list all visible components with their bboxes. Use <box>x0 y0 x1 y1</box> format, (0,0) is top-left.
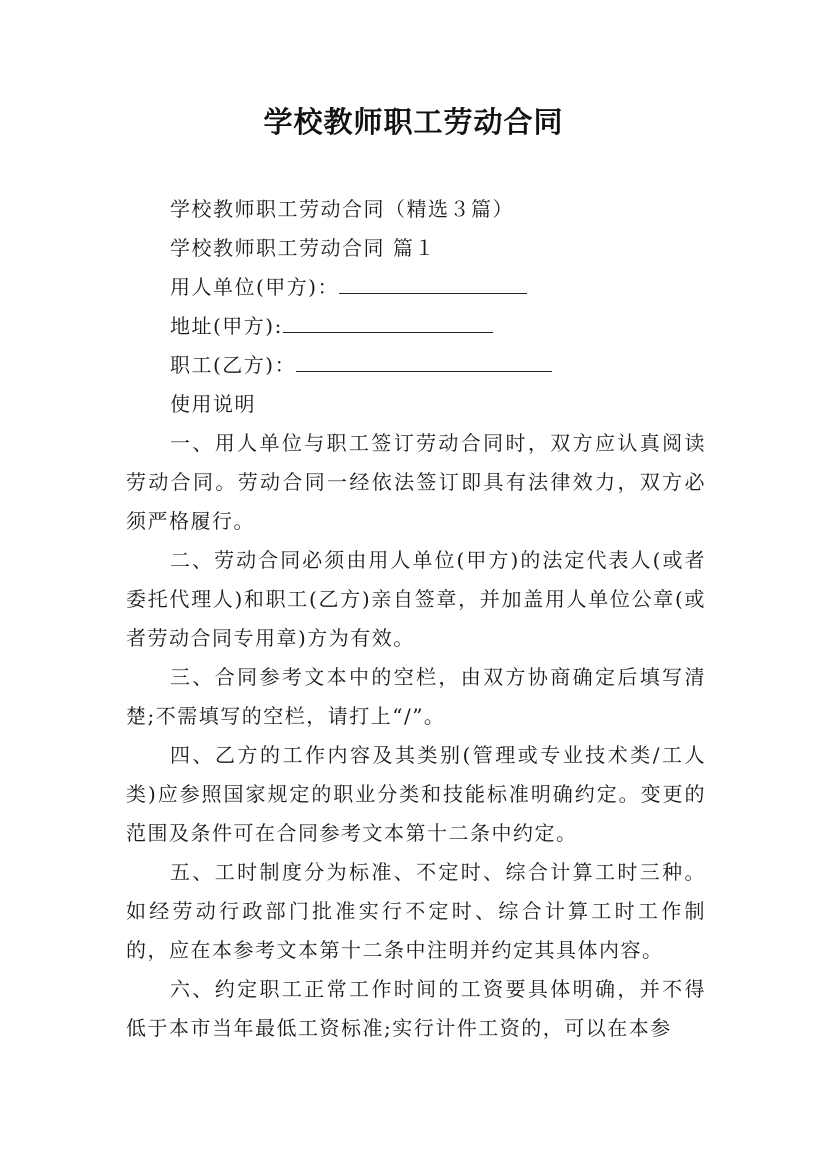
paragraph-1: 一、用人单位与职工签订劳动合同时，双方应认真阅读劳动合同。劳动合同一经依法签订即具有法律效力，双方必须严格履行。 <box>126 431 706 533</box>
employer-blank <box>339 271 527 294</box>
document-body <box>126 190 706 1048</box>
address-label: 地址(甲方): <box>170 314 283 338</box>
instructions-heading: 使用说明 <box>170 392 256 416</box>
subtitle-line: 学校教师职工劳动合同（精选３篇） <box>170 197 514 221</box>
employee-blank <box>296 349 552 372</box>
paragraph-5: 五、工时制度分为标准、不定时、综合计算工时三种。如经劳动行政部门批准实行不定时、综合计算工时工作制的，应在本参考文本第十二条中注明并约定其具体内容。 <box>126 860 706 962</box>
employer-label: 用人单位(甲方)： <box>170 275 340 299</box>
address-field <box>126 307 706 346</box>
paragraph-6: 六、约定职工正常工作时间的工资要具体明确，并不得低于本市当年最低工资标准;实行计件工资的，可以在本参 <box>126 977 706 1040</box>
employee-label: 职工(乙方)： <box>170 353 297 377</box>
document-title: 学校教师职工劳动合同 <box>263 105 564 139</box>
chapter-heading: 学校教师职工劳动合同 篇１ <box>170 236 436 260</box>
paragraph-4: 四、乙方的工作内容及其类别(管理或专业技术类/工人类)应参照国家规定的职业分类和技能标准明确约定。变更的范围及条件可在合同参考文本第十二条中约定。 <box>126 743 706 845</box>
paragraph-2: 二、劳动合同必须由用人单位(甲方)的法定代表人(或者委托代理人)和职工(乙方)亲自签章，并加盖用人单位公章(或者劳动合同专用章)方为有效。 <box>126 548 706 650</box>
address-blank <box>283 310 493 333</box>
employer-field <box>126 268 706 307</box>
employee-field <box>126 346 706 385</box>
paragraph-3: 三、合同参考文本中的空栏，由双方协商确定后填写清楚;不需填写的空栏，请打上“/”。 <box>126 665 706 728</box>
